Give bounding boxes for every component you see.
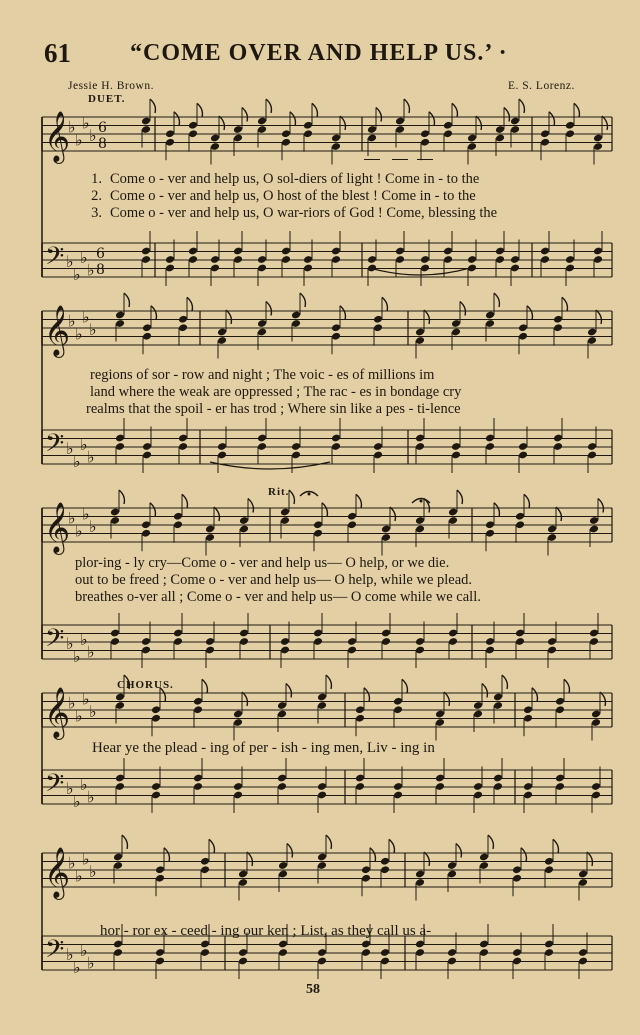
time-signature-bottom: 8 [96,262,105,278]
note-flag [326,835,331,849]
note-flag [476,116,481,130]
note-flag [312,103,317,117]
note-flag [122,835,127,849]
note-flag [287,844,292,858]
note-flag [527,306,532,320]
flat-icon: ♭ [87,953,95,973]
note-flag [164,848,169,862]
flat-icon: ♭ [82,689,90,709]
note-flag [482,684,487,698]
note-flag [562,297,567,311]
flat-icon: ♭ [66,779,74,798]
hymn-number: 61 [44,38,71,68]
rit-marking: Rit. [268,486,290,498]
note-flag [382,297,387,311]
flat-icon: ♭ [68,508,76,528]
fermata-dot [308,493,311,496]
author-credit: Jessie H. Brown. [68,80,154,92]
note-flag [150,503,155,517]
note-flag [370,848,375,862]
note-flag [376,108,381,122]
note-flag [602,116,607,130]
note-flag [209,839,214,853]
flat-icon: ♭ [73,957,81,977]
treble-clef-icon: 𝄞 [44,687,71,738]
bass-clef-icon: 𝄢 [45,769,65,804]
note-flag [429,112,434,126]
note-flag [356,494,361,508]
note-flag [124,293,129,307]
flat-icon: ♭ [87,260,95,280]
note-flag [524,494,529,508]
note-flag [424,852,429,866]
treble-clef-icon: 𝄞 [44,111,71,162]
note-flag [289,490,294,504]
flat-icon: ♭ [68,693,76,713]
flat-icon: ♭ [80,434,88,454]
note-flag [519,99,524,113]
note-flag [456,844,461,858]
note-flag [242,108,247,122]
flat-icon: ♭ [80,629,88,649]
flat-icon: ♭ [89,862,97,881]
note-flag [124,675,129,689]
flat-icon: ♭ [87,447,95,467]
note-flag [549,112,554,126]
chorus-marking: CHORUS. [117,679,174,691]
note-flag [119,490,124,504]
note-flag [564,679,569,693]
note-flag [598,499,603,513]
note-flag [151,306,156,320]
lyric-line: 2. Come o - ver and help us, O host of the blest ! Come in - to the [91,188,476,204]
flat-icon: ♭ [73,791,81,811]
flat-icon: ♭ [80,774,88,794]
note-flag [322,503,327,517]
note-flag [187,297,192,311]
flat-icon: ♭ [66,945,74,964]
lyric-line: plor-ing - ly cry—Come o - ver and help us— O help, or we die. [75,555,450,571]
treble-clef-icon: 𝄞 [44,847,71,898]
flat-icon: ♭ [73,451,81,471]
time-signature-bottom: 8 [98,136,107,152]
note-flag [150,99,155,113]
note-flag [290,112,295,126]
note-flag [460,302,465,316]
note-flag [574,103,579,117]
note-flag [596,310,601,324]
flat-icon: ♭ [66,439,74,458]
lyric-line: 1. Come o - ver and help us, O sol-diers of light ! Come in - to the [91,171,480,187]
flat-icon: ♭ [89,702,97,721]
time-signature-top: 6 [98,120,107,136]
flat-icon: ♭ [87,787,95,807]
note-flag [300,293,305,307]
flat-icon: ♭ [75,706,83,726]
flat-icon: ♭ [82,113,90,133]
note-flag [600,692,605,706]
note-flag [521,848,526,862]
note-flag [494,293,499,307]
flat-icon: ♭ [75,521,83,541]
bass-clef-icon: 𝄢 [45,242,65,277]
bass-clef-icon: 𝄢 [45,935,65,970]
treble-clef-icon: 𝄞 [44,502,71,553]
flat-icon: ♭ [87,642,95,662]
note-flag [364,688,369,702]
tie [210,462,330,469]
note-flag [556,507,561,521]
note-flag [197,103,202,117]
flat-icon: ♭ [66,634,74,653]
note-flag [160,688,165,702]
flat-icon: ♭ [75,866,83,886]
flat-icon: ♭ [82,307,90,327]
note-flag [266,99,271,113]
flat-icon: ♭ [82,849,90,869]
note-flag [248,499,253,513]
note-flag [242,692,247,706]
note-flag [266,302,271,316]
flat-icon: ♭ [75,130,83,150]
note-flag [532,688,537,702]
lyric-line: out to be freed ; Come o - ver and help us— O help, while we plead. [75,572,473,588]
note-flag [182,494,187,508]
lyric-line: land where the weak are oppressed ; The rac - es in bondage cry [90,384,462,400]
flat-icon: ♭ [89,126,97,145]
lyric-line: realms that the spoil - er has trod ; Where sin like a pes - ti-lence [86,401,461,417]
note-flag [444,692,449,706]
duet-marking: DUET. [88,93,126,105]
flat-icon: ♭ [73,264,81,284]
lyric-line: breathes o-ver all ; Come o - ver and help us— O come while we call. [75,589,481,605]
flat-icon: ♭ [82,504,90,524]
flat-icon: ♭ [89,517,97,536]
bass-clef-icon: 𝄢 [45,429,65,464]
fermata-dot [420,500,423,503]
bass-clef-icon: 𝄢 [45,624,65,659]
note-flag [390,507,395,521]
hymn-title: “COME OVER AND HELP US.’ · [130,40,508,66]
flat-icon: ♭ [68,311,76,331]
flat-icon: ♭ [66,252,74,271]
note-flag [219,116,224,130]
flat-icon: ♭ [80,940,88,960]
note-flag [326,675,331,689]
note-flag [553,839,558,853]
flat-icon: ♭ [89,320,97,339]
note-flag [340,306,345,320]
note-flag [452,103,457,117]
note-flag [504,108,509,122]
note-flag [457,490,462,504]
lyric-line: hor - ror ex - ceed - ing our ken ; List, as they call us a- [100,923,432,939]
flat-icon: ♭ [75,324,83,344]
note-flag [174,112,179,126]
note-flag [226,310,231,324]
note-flag [404,99,409,113]
lyric-line: Hear ye the plead - ing of per - ish - ing men, Liv - ing in [92,740,435,756]
note-flag [202,679,207,693]
flat-icon: ♭ [80,247,88,267]
time-signature-top: 6 [96,246,105,262]
note-flag [424,310,429,324]
treble-clef-icon: 𝄞 [44,305,71,356]
composer-credit: E. S. Lorenz. [508,80,575,92]
note-flag [389,839,394,853]
lyric-line: 3. Come o - ver and help us, O war-riors of God ! Come, blessing the [91,205,498,221]
flat-icon: ♭ [68,853,76,873]
note-flag [247,852,252,866]
flat-icon: ♭ [73,646,81,666]
note-flag [402,679,407,693]
note-flag [214,507,219,521]
note-flag [488,835,493,849]
note-flag [587,852,592,866]
tie [370,268,470,275]
lyric-line: regions of sor - row and night ; The voic - es of millions im [90,367,435,383]
note-flag [494,503,499,517]
page-number: 58 [306,982,320,997]
note-flag [340,116,345,130]
note-flag [286,684,291,698]
note-flag [502,675,507,689]
flat-icon: ♭ [68,117,76,137]
